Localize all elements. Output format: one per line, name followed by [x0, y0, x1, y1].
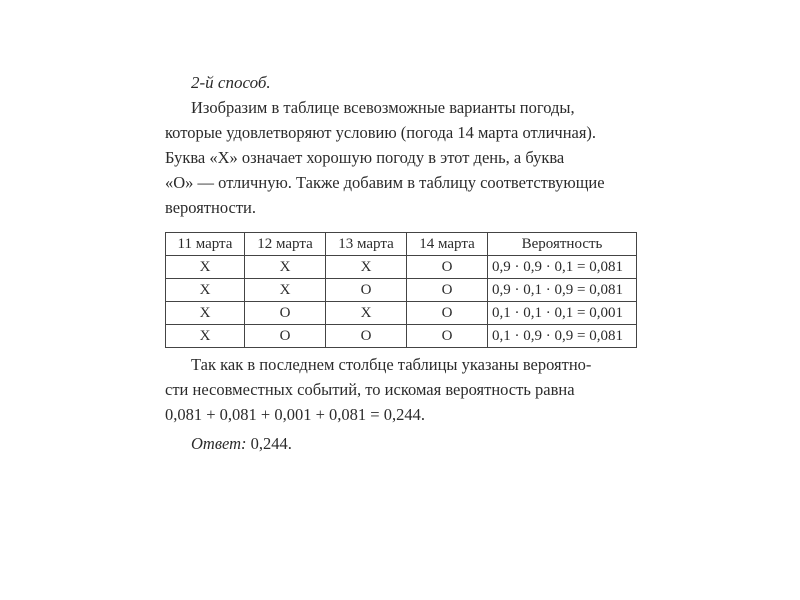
- table-cell: О: [407, 325, 488, 348]
- table-cell: Х: [166, 279, 245, 302]
- conclusion-line: сти несовместных событий, то искомая вероятность равна: [165, 380, 575, 399]
- table-row: [166, 302, 637, 325]
- answer-line: [165, 431, 640, 456]
- table-cell: Х: [245, 279, 326, 302]
- table-header-row: [166, 233, 637, 256]
- table-cell: О: [245, 302, 326, 325]
- conclusion-formula: 0,081 + 0,081 + 0,001 + 0,081 = 0,244.: [165, 405, 425, 424]
- conclusion-paragraph: [165, 352, 640, 427]
- weather-probability-table: [165, 232, 637, 348]
- solution-page: [165, 70, 640, 473]
- table-cell: О: [245, 325, 326, 348]
- probability-cell: 0,1 · 0,1 · 0,1 = 0,001: [488, 302, 637, 325]
- table-cell: Х: [166, 256, 245, 279]
- table-cell: Х: [166, 325, 245, 348]
- answer-label: Ответ:: [191, 434, 247, 453]
- table-cell: О: [407, 302, 488, 325]
- table-cell: Х: [245, 256, 326, 279]
- intro-paragraph: [165, 95, 640, 220]
- header-cell: 11 марта: [166, 233, 245, 256]
- table-cell: О: [407, 279, 488, 302]
- header-cell: 12 марта: [245, 233, 326, 256]
- header-cell: 14 марта: [407, 233, 488, 256]
- intro-line: вероятности.: [165, 198, 256, 217]
- table-cell: О: [326, 279, 407, 302]
- probability-cell: 0,9 · 0,1 · 0,9 = 0,081: [488, 279, 637, 302]
- probability-cell: 0,1 · 0,9 · 0,9 = 0,081: [488, 325, 637, 348]
- table-cell: О: [407, 256, 488, 279]
- table-row: [166, 256, 637, 279]
- answer-value: 0,244.: [250, 434, 292, 453]
- probability-cell: 0,9 · 0,9 · 0,1 = 0,081: [488, 256, 637, 279]
- table-cell: Х: [166, 302, 245, 325]
- header-cell: Вероятность: [488, 233, 637, 256]
- table-cell: Х: [326, 256, 407, 279]
- intro-line: Изобразим в таблице всевозможные варианты погоды,: [191, 98, 575, 117]
- table-cell: Х: [326, 302, 407, 325]
- intro-line: Буква «Х» означает хорошую погоду в этот день, а буква: [165, 148, 565, 167]
- table-row: [166, 279, 637, 302]
- table-row: [166, 325, 637, 348]
- conclusion-line: Так как в последнем столбце таблицы указаны вероятно-: [191, 355, 592, 374]
- intro-line: «О» — отличную. Также добавим в таблицу соответствующие: [165, 173, 605, 192]
- header-cell: 13 марта: [326, 233, 407, 256]
- method-heading: 2-й способ.: [191, 73, 271, 92]
- table-cell: О: [326, 325, 407, 348]
- intro-line: которые удовлетворяют условию (погода 14 марта отличная).: [165, 123, 597, 142]
